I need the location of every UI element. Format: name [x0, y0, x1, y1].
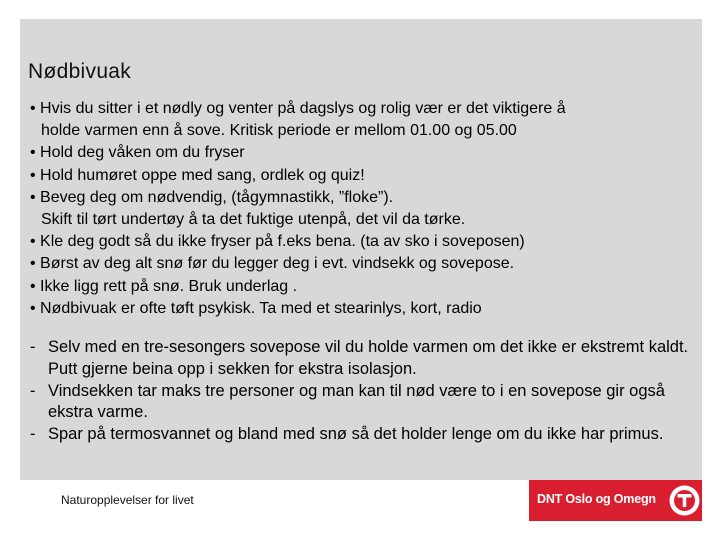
slide-title: Nødbivuak: [28, 60, 132, 83]
dash-item: [30, 424, 690, 446]
dash-item-text: Spar på termosvannet og bland med snø så det holder lenge om du ikke har primus.: [48, 425, 664, 444]
dnt-emblem-icon: [667, 483, 702, 518]
bullet-line-continuation: holde varmen enn å sove. Kritisk periode er mellom 01.00 og 05.00: [41, 122, 517, 140]
bullet-line: • Nødbivuak er ofte tøft psykisk. Ta med et stearinlys, kort, radio: [30, 299, 482, 317]
bullet-list: [30, 98, 690, 320]
bullet-line: • Hold deg våken om du fryser: [30, 144, 245, 162]
dash-list: [30, 337, 690, 446]
bullet-line: • Ikke ligg rett på snø. Bruk underlag .: [30, 277, 298, 295]
bullet-line-continuation: Skift til tørt undertøy å ta det fuktige utenpå, det vil da tørke.: [41, 211, 466, 229]
dnt-logo: [529, 480, 702, 521]
bullet-line: • Kle deg godt så du ikke fryser på f.eks bena. (ta av sko i soveposen): [30, 233, 525, 251]
bullet-line: • Hvis du sitter i et nødly og venter på dagslys og rolig vær er det viktigere å: [30, 100, 566, 117]
dash-item-text: Selv med en tre-sesongers sovepose vil du holde varmen om det ikke er ekstremt kaldt. Putt gjerne beina opp i sekken for ekstra isolasjon.: [48, 338, 689, 378]
dash-item: [30, 381, 690, 425]
dash-mark: -: [30, 381, 36, 400]
bullet-line: • Børst av deg alt snø før du legger deg i evt. vindsekk og sovepose.: [30, 255, 515, 273]
dash-item: [30, 337, 690, 381]
dash-mark: -: [30, 338, 36, 356]
bullet-line: • Beveg deg om nødvendig, (tågymnastikk, ”floke”).: [30, 188, 394, 206]
dash-mark: -: [30, 425, 36, 444]
logo-text: DNT Oslo og Omegn: [537, 492, 656, 506]
bullet-line: • Hold humøret oppe med sang, ordlek og quiz!: [30, 166, 365, 184]
footer-tagline: Naturopplevelser for livet: [61, 493, 194, 507]
dash-item-text: Vindsekken tar maks tre personer og man kan til nød være to i en sovepose gir også ekstra varme.: [48, 381, 665, 422]
